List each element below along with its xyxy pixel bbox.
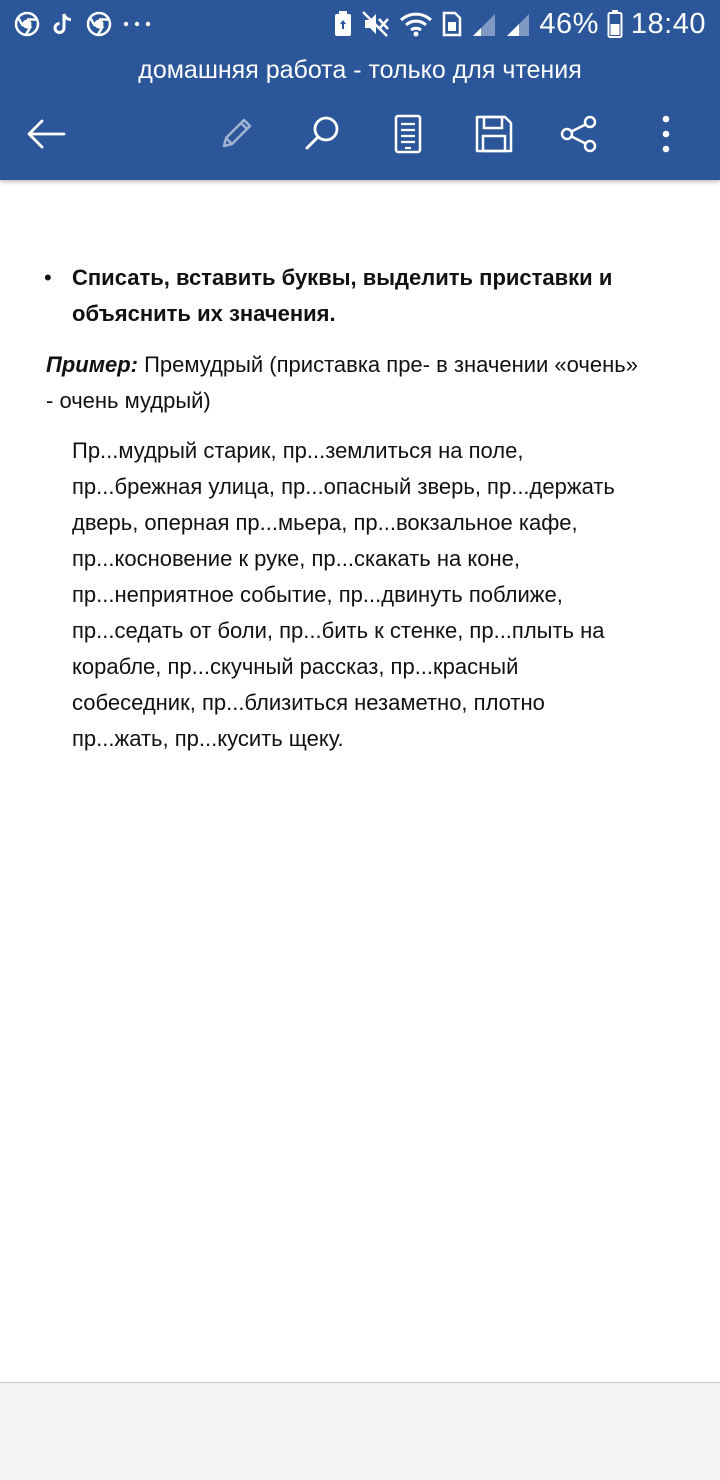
app-header <box>0 0 720 180</box>
exercise-line: Пр...мудрый старик, пр...землиться на поле, <box>72 438 524 463</box>
example-line: - очень мудрый) <box>46 388 211 413</box>
mute-icon <box>361 10 391 38</box>
document-page[interactable] <box>0 180 720 1383</box>
signal-icon <box>471 10 497 38</box>
more-dots-icon <box>122 19 152 29</box>
exercise-line: пр...седать от боли, пр...бить к стенке, пр...плыть на <box>72 618 605 643</box>
exercise-line: пр...неприятное событие, пр...двинуть поближе, <box>72 582 563 607</box>
example-paragraph <box>46 347 686 419</box>
edit-pencil-icon <box>216 114 256 154</box>
tiktok-icon <box>50 11 76 37</box>
example-line <box>46 347 686 383</box>
bullet-marker: • <box>44 265 52 290</box>
exercise-line: дверь, оперная пр...мьера, пр...вокзальное кафе, <box>72 510 578 535</box>
battery-icon <box>607 9 623 39</box>
status-left <box>14 10 152 38</box>
exercise-line: пр...жать, пр...кусить щеку. <box>72 726 344 751</box>
edit-button[interactable] <box>206 104 266 164</box>
battery-saver-icon <box>333 10 353 38</box>
exercise-line: собеседник, пр...близиться незаметно, плотно <box>72 690 545 715</box>
task-line: Списать, вставить буквы, выделить приставки и <box>72 265 613 290</box>
clock: 18:40 <box>630 7 706 40</box>
task-text <box>72 260 662 332</box>
exercise-paragraph <box>72 433 682 757</box>
wifi-icon <box>399 10 433 38</box>
mobile-view-icon <box>393 114 423 154</box>
more-vertical-icon <box>660 114 672 154</box>
toolbar <box>0 96 720 172</box>
chrome-icon <box>14 11 40 37</box>
chrome-icon <box>86 11 112 37</box>
share-icon <box>559 114 599 154</box>
sim-icon <box>441 10 463 38</box>
example-label: Пример: <box>46 352 138 377</box>
search-button[interactable] <box>292 104 352 164</box>
signal-icon <box>505 10 531 38</box>
exercise-line: пр...брежная улица, пр...опасный зверь, пр...держать <box>72 474 615 499</box>
document-title: домашняя работа - только для чтения <box>138 56 582 84</box>
task-line: объяснить их значения. <box>72 301 336 326</box>
status-right <box>333 8 706 40</box>
battery-percent: 46% <box>539 7 599 40</box>
save-icon <box>474 114 514 154</box>
exercise-line: пр...косновение к руке, пр...скакать на коне, <box>72 546 520 571</box>
share-button[interactable] <box>549 104 609 164</box>
mobile-view-button[interactable] <box>378 104 438 164</box>
back-arrow-icon <box>26 118 66 150</box>
back-button[interactable] <box>16 104 76 164</box>
search-icon <box>302 114 342 154</box>
save-button[interactable] <box>464 104 524 164</box>
more-options-button[interactable] <box>636 104 696 164</box>
status-bar <box>0 0 720 48</box>
example-text: Премудрый (приставка пре- в значении «очень» <box>137 352 638 377</box>
exercise-line: корабле, пр...скучный рассказ, пр...красный <box>72 654 519 679</box>
